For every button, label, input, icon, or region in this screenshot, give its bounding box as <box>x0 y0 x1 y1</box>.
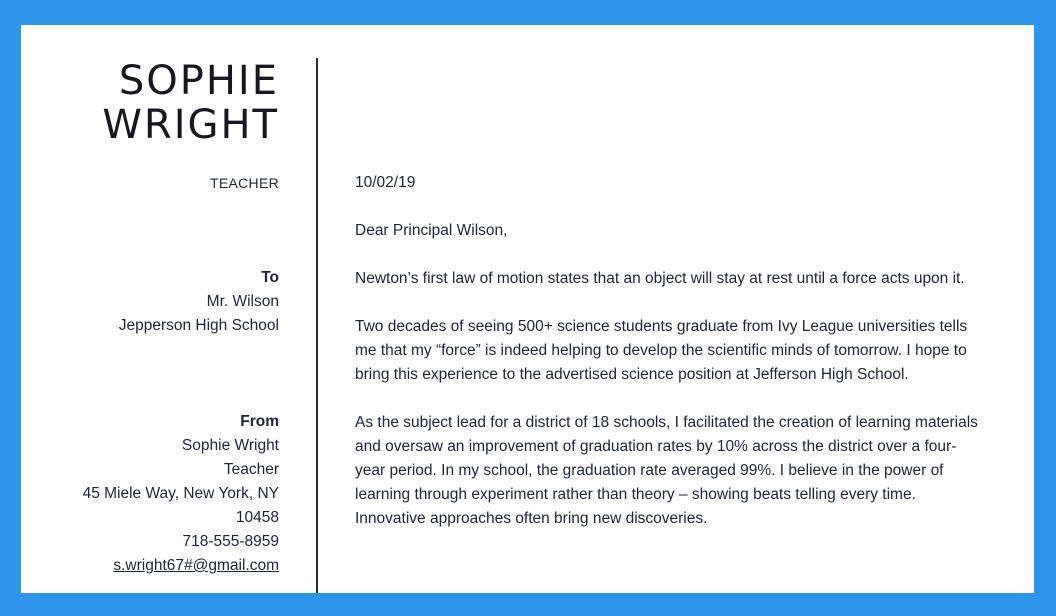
letter-paragraph-1: Newton’s first law of motion states that an object will stay at rest until a force acts upon it. <box>355 270 965 287</box>
name-line-first: SOPHIE <box>118 58 279 104</box>
recipient-heading: To <box>261 269 279 286</box>
sender-address-line1: 45 Miele Way, New York, NY <box>82 485 279 502</box>
letter-date: 10/02/19 <box>355 174 416 191</box>
applicant-role: TEACHER <box>210 175 279 191</box>
sender-name: Sophie Wright <box>181 437 279 454</box>
sender-address-line2: 10458 <box>235 509 279 526</box>
recipient-name: Mr. Wilson <box>206 293 279 310</box>
recipient-school: Jepperson High School <box>118 317 279 334</box>
sender-phone: 718-555-8959 <box>182 533 279 550</box>
sender-title: Teacher <box>223 461 279 478</box>
letter-salutation: Dear Principal Wilson, <box>355 222 508 239</box>
letter-body <box>355 171 985 555</box>
sidebar <box>21 25 279 593</box>
name-line-last: WRIGHT <box>102 102 279 148</box>
sender-heading: From <box>240 413 279 430</box>
sender-block <box>83 410 279 578</box>
sender-email-link[interactable]: s.wright67#@gmail.com <box>113 557 279 574</box>
cover-letter-page <box>21 25 1034 593</box>
letter-paragraph-2: Two decades of seeing 500+ science students graduate from Ivy League universities tells me that my “force” is indeed helping to develop the scientific minds of tomorrow. I hope to bring this experience to the advertised science position at Jefferson High School. <box>355 318 968 383</box>
applicant-name <box>102 59 279 147</box>
vertical-divider <box>316 58 318 593</box>
letter-paragraph-3: As the subject lead for a district of 18 schools, I facilitated the creation of learning materials and oversaw an improvement of graduation rates by 10% across the district over a four-year period. In my school, the graduation rate averaged 99%. I believe in the power of learning through experiment rather than theory – showing beats telling every time. Innovative approaches often bring new discoveries. <box>355 414 978 527</box>
recipient-block <box>119 266 279 338</box>
